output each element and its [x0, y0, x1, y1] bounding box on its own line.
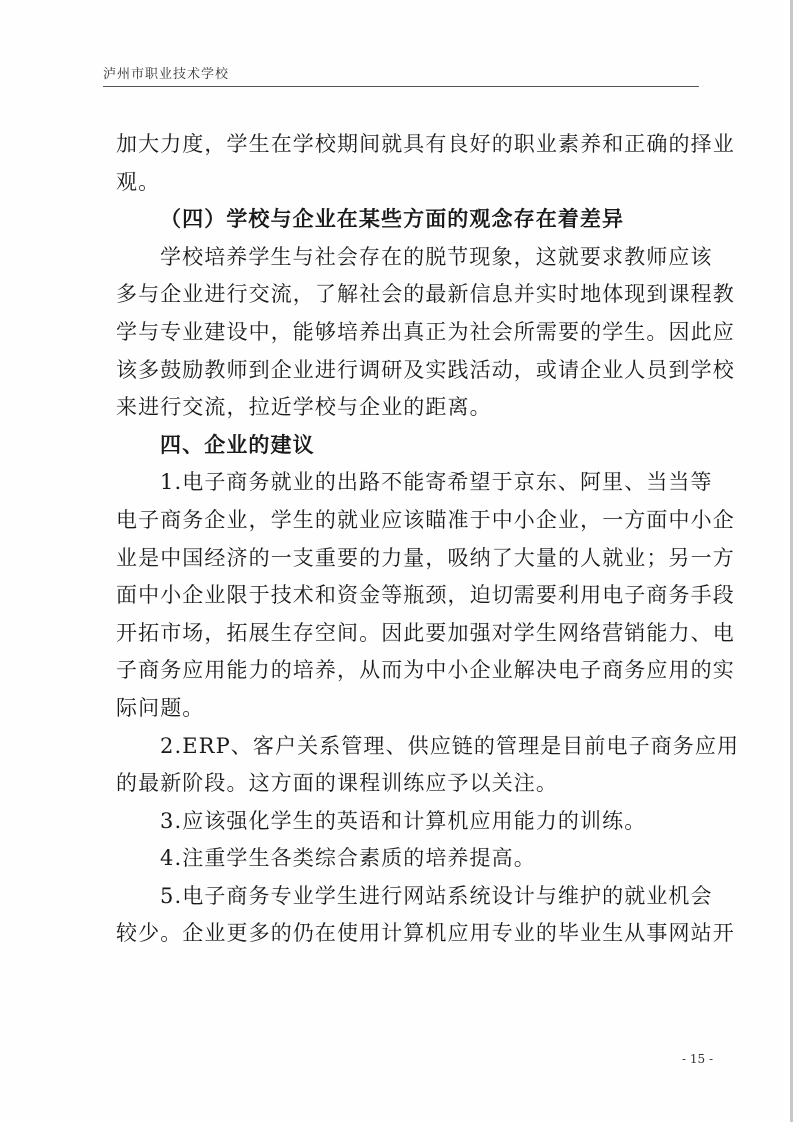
body-line: 业是中国经济的一支重要的力量，吸纳了大量的人就业；另一方 [116, 545, 735, 570]
body-line: 加大力度，学生在学校期间就具有良好的职业素养和正确的择业 [116, 132, 735, 156]
body-line: 较少。企业更多的仍在使用计算机应用专业的毕业生从事网站开 [116, 921, 735, 946]
body-line: 学校培养学生与社会存在的脱节现象，这就要求教师应该 [160, 244, 713, 269]
body-line: 3.应该强化学生的英语和计算机应用能力的训练。 [160, 808, 647, 833]
body-line: 该多鼓励教师到企业进行调研及实践活动，或请企业人员到学校 [116, 357, 735, 382]
body-line: 2.ERP、客户关系管理、供应链的管理是目前电子商务应用 [160, 733, 740, 758]
body-line: 际问题。 [116, 695, 205, 720]
document-body [116, 126, 740, 953]
body-line: 来进行交流，拉近学校与企业的距离。 [116, 395, 492, 420]
header-rule [103, 86, 699, 87]
body-line: 1.电子商务就业的出路不能寄希望于京东、阿里、当当等 [160, 470, 713, 495]
section-heading: 四、企业的建议 [160, 432, 315, 457]
body-line: 开拓市场，拓展生存空间。因此要加强对学生网络营销能力、电 [116, 620, 735, 645]
page-number: - 15 - [682, 1052, 714, 1066]
body-line: 多与企业进行交流，了解社会的最新信息并实时地体现到课程教 [116, 282, 735, 307]
body-line: 电子商务企业，学生的就业应该瞄准于中小企业，一方面中小企 [116, 507, 735, 532]
section-heading: （四）学校与企业在某些方面的观念存在着差异 [160, 207, 625, 232]
body-line: 观。 [116, 169, 161, 194]
body-line: 学与专业建设中，能够培养出真正为社会所需要的学生。因此应 [116, 319, 735, 344]
body-line: 的最新阶段。这方面的课程训练应予以关注。 [116, 771, 558, 796]
body-line: 4.注重学生各类综合素质的培养提高。 [160, 846, 536, 871]
body-line: 子商务应用能力的培养，从而为中小企业解决电子商务应用的实 [116, 658, 735, 683]
document-header: 泸州市职业技术学校 [103, 67, 230, 82]
body-line: 面中小企业限于技术和资金等瓶颈，迫切需要利用电子商务手段 [116, 583, 735, 608]
body-line: 5.电子商务专业学生进行网站系统设计与维护的就业机会 [160, 883, 713, 908]
